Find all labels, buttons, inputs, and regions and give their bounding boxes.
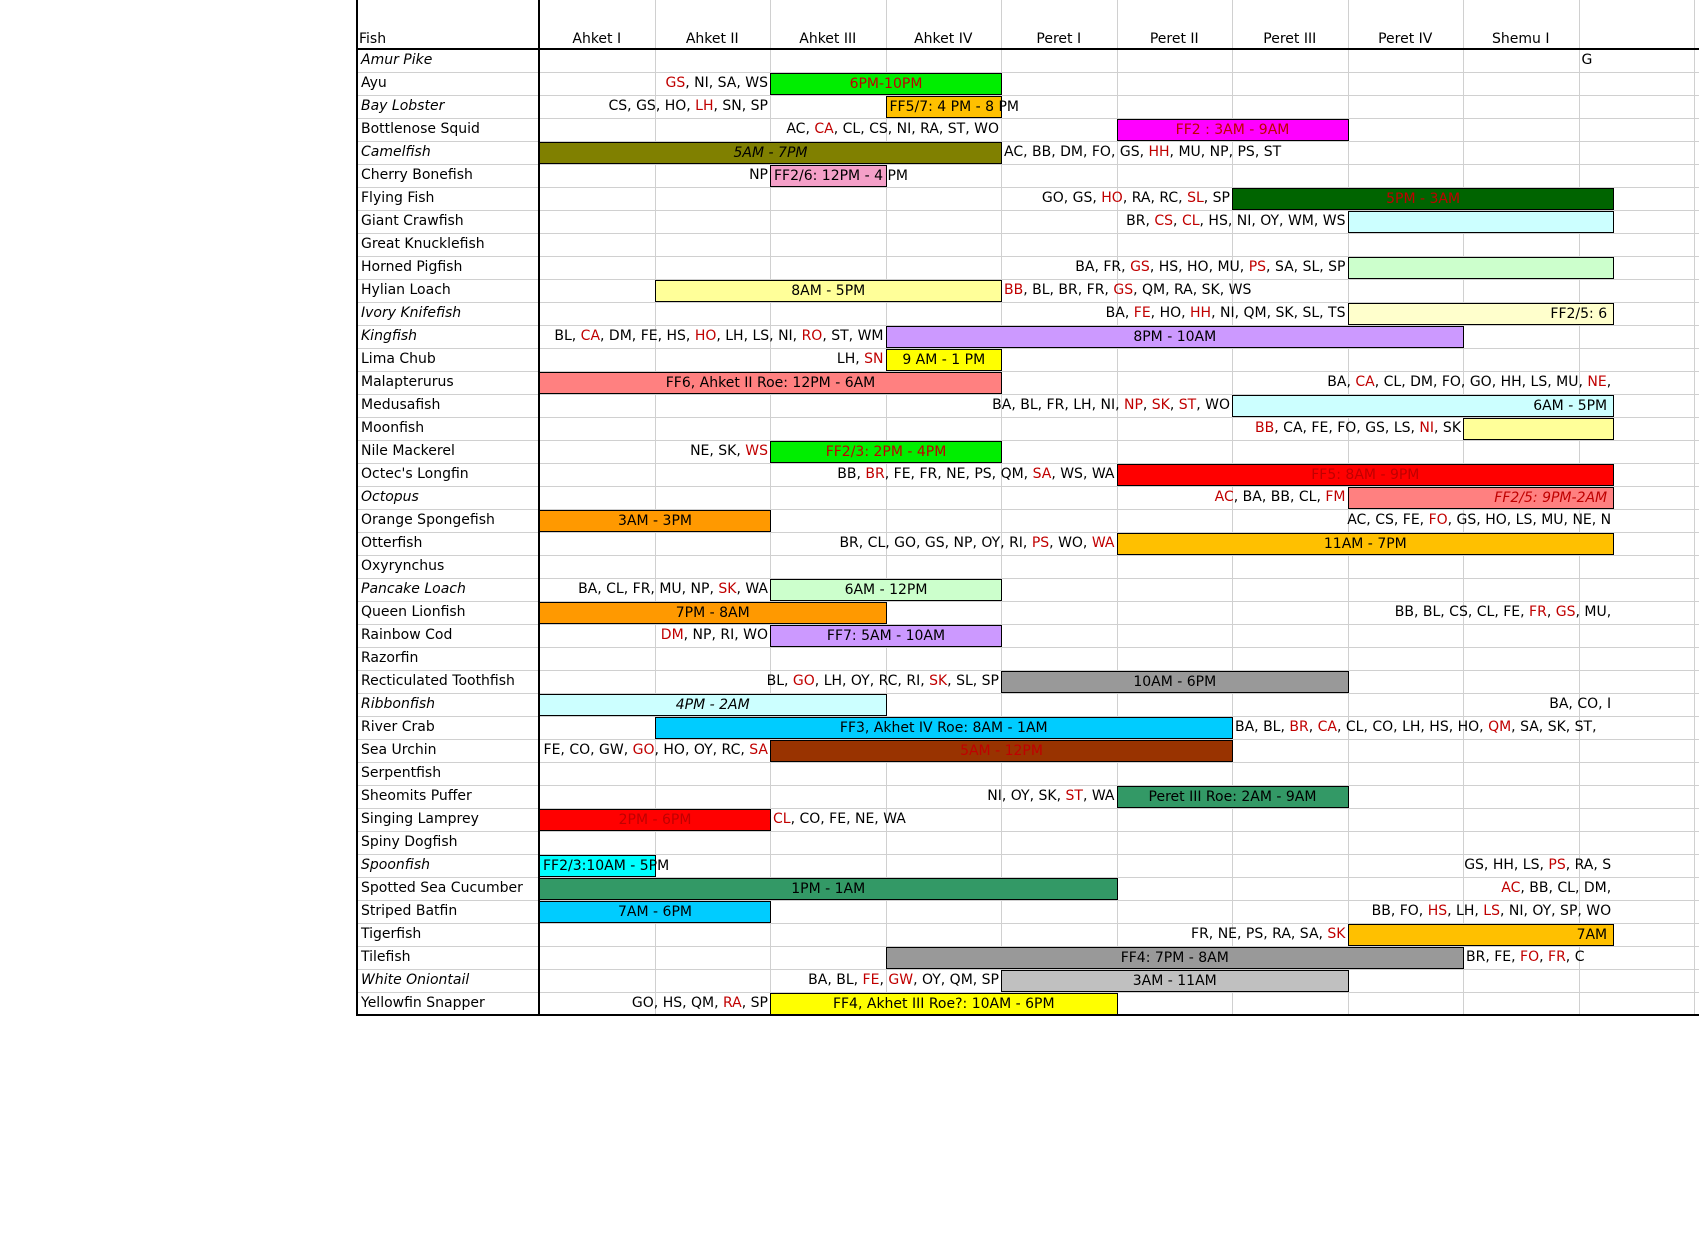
location-code: , WS, WA — [1051, 466, 1115, 482]
grid-hline — [357, 95, 1699, 96]
schedule-bar: FF2/5: 9PM-2AM — [1348, 487, 1615, 509]
location-codes — [609, 95, 768, 118]
grid-border — [356, 0, 358, 1016]
location-codes — [1126, 210, 1345, 233]
fish-name: Medusafish — [361, 397, 441, 413]
location-code-highlight: BR — [865, 466, 885, 482]
schedule-bar: FF2/5: 6 — [1348, 303, 1615, 325]
location-code: , SP — [741, 995, 768, 1011]
location-codes — [1106, 302, 1346, 325]
location-codes — [1191, 923, 1345, 946]
fish-name: Giant Crawfish — [361, 213, 464, 229]
location-code-highlight: HH — [1148, 144, 1170, 160]
location-code-highlight: ST — [1065, 788, 1083, 804]
grid-hline — [357, 233, 1699, 234]
location-code: , — [1173, 213, 1182, 229]
fish-name: White Oniontail — [361, 972, 470, 988]
schedule-bar — [1348, 211, 1615, 233]
location-code-highlight: FE — [1133, 305, 1151, 321]
grid-vline — [1694, 0, 1695, 1015]
location-code: , NI, SA, WS — [685, 75, 768, 91]
column-header-season: Peret I — [1036, 31, 1082, 47]
location-code: , — [879, 972, 889, 988]
location-code: , — [1606, 374, 1612, 390]
location-code: BB, FO, — [1371, 903, 1428, 919]
location-codes — [632, 992, 768, 1015]
location-codes — [1582, 49, 1593, 72]
location-code: BB, — [837, 466, 866, 482]
location-code-highlight: SK — [929, 673, 948, 689]
location-code: BA, CL, FR, MU, NP, — [578, 581, 719, 597]
location-code: NE, SK, — [690, 443, 746, 459]
location-code-highlight: HO — [1101, 190, 1123, 206]
location-code: GO, GS, — [1041, 190, 1102, 206]
grid-hline — [357, 72, 1699, 73]
schedule-bar: 2PM - 6PM — [539, 809, 771, 831]
schedule-bar: FF2/3:10AM - 5PM — [539, 855, 656, 877]
schedule-bar: 7PM - 8AM — [539, 602, 887, 624]
location-code-highlight: NI — [1419, 420, 1435, 436]
location-code: BR, FE, — [1466, 949, 1521, 965]
location-code: , SK — [1434, 420, 1461, 436]
fish-name: Spiny Dogfish — [361, 834, 458, 850]
schedule-bar: Peret III Roe: 2AM - 9AM — [1117, 786, 1349, 808]
fish-name: Spoonfish — [361, 857, 430, 873]
location-code-highlight: AC — [1501, 880, 1521, 896]
location-code-highlight: BB — [1004, 282, 1024, 298]
fish-name: River Crab — [361, 719, 435, 735]
location-code: , HS, HO, MU, — [1149, 259, 1249, 275]
location-codes — [808, 969, 999, 992]
location-code-highlight: NP — [1123, 397, 1143, 413]
fish-name: Amur Pike — [361, 52, 433, 68]
location-code-highlight: GS — [1130, 259, 1150, 275]
location-code: , RA, S — [1565, 857, 1612, 873]
location-code-highlight: SA — [1032, 466, 1052, 482]
location-code: BA, — [1327, 374, 1356, 390]
location-codes — [1235, 716, 1597, 739]
location-code-highlight: HO — [694, 328, 717, 344]
schedule-bar: 6PM-10PM — [770, 73, 1002, 95]
schedule-bar: FF2 : 3AM - 9AM — [1117, 119, 1349, 141]
grid-hline — [357, 164, 1699, 165]
fish-name: Ribbonfish — [361, 696, 436, 712]
location-code: GS, HH, LS, — [1464, 857, 1549, 873]
fish-name: Rainbow Cod — [361, 627, 453, 643]
fish-name: Sea Urchin — [361, 742, 437, 758]
schedule-bar: 4PM - 2AM — [539, 694, 887, 716]
location-code: , CL, CO, LH, HS, HO, — [1337, 719, 1489, 735]
location-codes — [1372, 900, 1612, 923]
location-codes — [1464, 854, 1611, 877]
location-codes — [1004, 279, 1251, 302]
location-codes — [1347, 509, 1611, 532]
column-header-season: Shemu I — [1492, 31, 1550, 47]
schedule-bar: 9 AM - 1 PM — [886, 349, 1003, 371]
location-code: , BB, CL, DM, — [1520, 880, 1612, 896]
location-codes — [1549, 693, 1611, 716]
fish-name: Queen Lionfish — [361, 604, 466, 620]
schedule-bar: 6AM - 5PM — [1232, 395, 1614, 417]
schedule-bar: 8PM - 10AM — [886, 326, 1465, 348]
location-code-highlight: PS — [1548, 857, 1566, 873]
location-code: BR, CL, GO, GS, NP, OY, RI, — [839, 535, 1032, 551]
location-code-highlight: GW — [888, 972, 914, 988]
schedule-bar: 5AM - 7PM — [539, 142, 1002, 164]
schedule-bar: 11AM - 7PM — [1117, 533, 1615, 555]
schedule-bar: FF2/3: 2PM - 4PM — [770, 441, 1002, 463]
location-code: , — [1142, 397, 1152, 413]
location-code: , NI, OY, SP, WO — [1499, 903, 1612, 919]
location-code-highlight: SL — [1187, 190, 1204, 206]
location-code-highlight: FR — [1548, 949, 1566, 965]
column-header-season: Ahket I — [572, 31, 622, 47]
location-code: , WO — [1196, 397, 1230, 413]
fish-name: Bay Lobster — [361, 98, 445, 114]
location-code-highlight: WS — [745, 443, 768, 459]
grid-hline — [357, 831, 1699, 832]
location-code: , — [1539, 949, 1549, 965]
fish-name: Cherry Bonefish — [361, 167, 473, 183]
schedule-bar: 8AM - 5PM — [655, 280, 1003, 302]
location-code: , C — [1565, 949, 1585, 965]
location-code: , OY, QM, SP — [913, 972, 999, 988]
fish-name: Flying Fish — [361, 190, 435, 206]
schedule-bar: FF4: 7PM - 8AM — [886, 947, 1465, 969]
location-code-highlight: GO — [632, 742, 655, 758]
location-code: , LH, OY, RC, RI, — [814, 673, 930, 689]
location-code: , WO, — [1049, 535, 1092, 551]
location-code: , SA, SK, ST, — [1511, 719, 1597, 735]
location-code-highlight: CA — [580, 328, 601, 344]
location-code: G — [1581, 52, 1593, 68]
location-codes — [1466, 946, 1584, 969]
location-code-highlight: CA — [1317, 719, 1337, 735]
location-codes — [1327, 371, 1611, 394]
fish-name: Razorfin — [361, 650, 419, 666]
location-code-highlight: NE — [1587, 374, 1607, 390]
fish-name: Horned Pigfish — [361, 259, 463, 275]
location-code-highlight: PS — [1248, 259, 1267, 275]
schedule-bar: FF5/7: 4 PM - 8 PM — [886, 96, 1003, 118]
location-code: , MU, NP, PS, ST — [1169, 144, 1282, 160]
schedule-bar: FF6, Ahket II Roe: 12PM - 6AM — [539, 372, 1002, 394]
location-code-highlight: LS — [1483, 903, 1500, 919]
fish-name: Tilefish — [361, 949, 411, 965]
fish-name: Malapterurus — [361, 374, 454, 390]
location-code: , NP, RI, WO — [683, 627, 768, 643]
location-codes — [661, 624, 768, 647]
location-code: CS, GS, HO, — [608, 98, 696, 114]
location-code: , SA, SL, SP — [1266, 259, 1346, 275]
grid-hline — [357, 762, 1699, 763]
location-codes — [1075, 256, 1345, 279]
fish-name: Ayu — [361, 75, 387, 91]
location-code: , QM, RA, SK, WS — [1133, 282, 1252, 298]
location-code-highlight: FO — [1428, 512, 1448, 528]
location-codes — [1004, 141, 1281, 164]
location-code: LH, — [836, 351, 865, 367]
location-code: FR, NE, PS, RA, SA, — [1191, 926, 1328, 942]
location-code: , SP — [1203, 190, 1230, 206]
fish-name: Spotted Sea Cucumber — [361, 880, 523, 896]
location-code: NI, OY, SK, — [987, 788, 1066, 804]
location-code-highlight: CA — [814, 121, 834, 137]
location-code: , LH, — [1447, 903, 1484, 919]
location-code: AC, CS, FE, — [1347, 512, 1429, 528]
location-codes — [767, 670, 999, 693]
column-header-season: Peret II — [1149, 31, 1199, 47]
location-code: , WA — [1082, 788, 1115, 804]
location-codes — [665, 72, 768, 95]
grid-hline — [357, 440, 1699, 441]
grid-hline — [357, 348, 1699, 349]
location-code: , GS, HO, LS, MU, NE, N — [1447, 512, 1612, 528]
fish-name: Yellowfin Snapper — [361, 995, 485, 1011]
grid-hline — [357, 578, 1699, 579]
column-header-fish: Fish — [359, 31, 387, 47]
fish-name: Lima Chub — [361, 351, 436, 367]
location-codes — [1501, 877, 1611, 900]
grid-hline — [357, 118, 1699, 119]
location-code: , CO, FE, NE, WA — [790, 811, 906, 827]
fish-name: Great Knucklefish — [361, 236, 485, 252]
schedule-bar — [1463, 418, 1614, 440]
location-codes — [837, 348, 884, 371]
fish-name: Hylian Loach — [361, 282, 451, 298]
fish-name: Camelfish — [361, 144, 431, 160]
location-code-highlight: CL — [1181, 213, 1200, 229]
location-code: BA, BL, FR, LH, NI, — [992, 397, 1124, 413]
location-code-highlight: HS — [1427, 903, 1448, 919]
schedule-bar: 1PM - 1AM — [539, 878, 1118, 900]
schedule-bar: 3AM - 3PM — [539, 510, 771, 532]
location-codes — [554, 325, 883, 348]
location-code: NP — [749, 167, 768, 183]
location-code-highlight: FM — [1325, 489, 1346, 505]
location-code: , CL, DM, FO, GO, HH, LS, MU, — [1374, 374, 1588, 390]
location-code-highlight: FE — [862, 972, 880, 988]
fish-name: Singing Lamprey — [361, 811, 479, 827]
grid-hline — [357, 647, 1699, 648]
location-code-highlight: AC — [1214, 489, 1234, 505]
location-code-highlight: SN — [864, 351, 884, 367]
location-code: BL, — [554, 328, 581, 344]
schedule-bar: FF2/6: 12PM - 4 PM — [770, 165, 887, 187]
location-code: , DM, FE, HS, — [600, 328, 695, 344]
location-code-highlight: HH — [1190, 305, 1212, 321]
location-code: , RA, RC, — [1122, 190, 1188, 206]
schedule-bar — [1348, 257, 1615, 279]
schedule-bar: FF7: 5AM - 10AM — [770, 625, 1002, 647]
location-code-highlight: CA — [1355, 374, 1375, 390]
schedule-bar: 5PM - 3AM — [1232, 188, 1614, 210]
location-codes — [1255, 417, 1461, 440]
location-code: , NI, QM, SK, SL, TS — [1211, 305, 1346, 321]
location-codes — [578, 578, 768, 601]
location-code: , — [1308, 719, 1318, 735]
column-header-season: Ahket IV — [914, 31, 973, 47]
schedule-bar: 6AM - 12PM — [770, 579, 1002, 601]
column-header-season: Ahket II — [685, 31, 739, 47]
location-code-highlight: SK — [1151, 397, 1170, 413]
location-codes — [1042, 187, 1230, 210]
column-header-season: Peret IV — [1378, 31, 1433, 47]
location-code: BR, — [1126, 213, 1155, 229]
location-code: BA, FR, — [1075, 259, 1131, 275]
location-code-highlight: GS — [665, 75, 686, 91]
location-code-highlight: BR — [1289, 719, 1309, 735]
location-code-highlight: CL — [773, 811, 791, 827]
location-code-highlight: QM — [1488, 719, 1512, 735]
location-code-highlight: LH — [695, 98, 714, 114]
location-code-highlight: FR — [1529, 604, 1547, 620]
location-code-highlight: GO — [792, 673, 815, 689]
location-code-highlight: RA — [723, 995, 742, 1011]
location-code: FE, CO, GW, — [543, 742, 633, 758]
schedule-bar: 5AM - 12PM — [770, 740, 1233, 762]
location-codes — [786, 118, 999, 141]
fish-name: Orange Spongefish — [361, 512, 495, 528]
schedule-bar: 10AM - 6PM — [1001, 671, 1349, 693]
location-code: , SN, SP — [713, 98, 768, 114]
location-code: , CL, CS, NI, RA, ST, WO — [833, 121, 999, 137]
fish-name: Sheomits Puffer — [361, 788, 472, 804]
location-codes — [544, 739, 768, 762]
location-code: , BA, BB, CL, — [1233, 489, 1326, 505]
fish-name: Bottlenose Squid — [361, 121, 480, 137]
location-codes — [839, 532, 1114, 555]
fish-name: Oxyrynchus — [361, 558, 445, 574]
fish-name: Otterfish — [361, 535, 423, 551]
location-code-highlight: SA — [749, 742, 768, 758]
location-code: , HS, NI, OY, WM, WS — [1199, 213, 1346, 229]
location-codes — [749, 164, 768, 187]
location-code: BA, — [1105, 305, 1134, 321]
fish-name: Octopus — [361, 489, 419, 505]
fish-name: Striped Batfin — [361, 903, 458, 919]
location-code-highlight: WA — [1091, 535, 1115, 551]
fish-name: Nile Mackerel — [361, 443, 455, 459]
location-code: AC, — [786, 121, 815, 137]
location-codes — [837, 463, 1114, 486]
location-code: AC, BB, DM, FO, GS, — [1004, 144, 1149, 160]
fish-name: Tigerfish — [361, 926, 422, 942]
location-codes — [690, 440, 768, 463]
location-code: , ST, WM — [822, 328, 884, 344]
location-code-highlight: RO — [801, 328, 823, 344]
schedule-bar: 7AM - 6PM — [539, 901, 771, 923]
fish-name: Octec's Longfin — [361, 466, 469, 482]
location-code-highlight: SK — [718, 581, 737, 597]
location-code: , — [1546, 604, 1556, 620]
location-code-highlight: PS — [1031, 535, 1050, 551]
location-code: , LH, LS, NI, — [716, 328, 802, 344]
location-codes — [1395, 601, 1611, 624]
location-code: , BL, BR, FR, — [1023, 282, 1114, 298]
location-code: , HO, OY, RC, — [654, 742, 750, 758]
location-code: , CA, FE, FO, GS, LS, — [1274, 420, 1420, 436]
schedule-bar: FF3, Akhet IV Roe: 8AM - 1AM — [655, 717, 1234, 739]
location-code-highlight: CS — [1154, 213, 1174, 229]
fish-name: Recticulated Toothfish — [361, 673, 515, 689]
grid-hline — [357, 624, 1699, 625]
schedule-bar: FF5: 8AM - 9PM — [1117, 464, 1615, 486]
location-code-highlight: FO — [1520, 949, 1540, 965]
location-code-highlight: ST — [1178, 397, 1197, 413]
fish-name: Kingfish — [361, 328, 418, 344]
fish-name: Ivory Knifefish — [361, 305, 462, 321]
location-code-highlight: BB — [1255, 420, 1275, 436]
location-codes — [773, 808, 906, 831]
schedule-bar: FF4, Akhet III Roe?: 10AM - 6PM — [770, 993, 1118, 1015]
location-code: BA, BL, — [1235, 719, 1290, 735]
location-code-highlight: GS — [1555, 604, 1576, 620]
location-code: , MU, — [1575, 604, 1612, 620]
location-code: , HO, — [1150, 305, 1191, 321]
column-header-season: Ahket III — [799, 31, 857, 47]
location-code: , SL, SP — [947, 673, 999, 689]
location-code-highlight: SK — [1327, 926, 1346, 942]
location-codes — [1215, 486, 1346, 509]
schedule-bar: 3AM - 11AM — [1001, 970, 1349, 992]
location-code: , WA — [736, 581, 768, 597]
location-code-highlight: GS — [1113, 282, 1134, 298]
location-code-highlight: DM — [660, 627, 684, 643]
fish-name: Pancake Loach — [361, 581, 466, 597]
location-code: , FE, FR, NE, PS, QM, — [884, 466, 1033, 482]
location-codes — [987, 785, 1114, 808]
location-code: BL, — [766, 673, 793, 689]
location-code: BA, BL, — [808, 972, 863, 988]
location-code: GO, HS, QM, — [631, 995, 724, 1011]
location-code: , — [1169, 397, 1179, 413]
fish-name: Moonfish — [361, 420, 425, 436]
grid-hline — [357, 555, 1699, 556]
location-code: BA, CO, I — [1549, 696, 1612, 712]
fish-name: Serpentfish — [361, 765, 442, 781]
location-code: BB, BL, CS, CL, FE, — [1394, 604, 1530, 620]
column-header-season: Peret III — [1263, 31, 1317, 47]
schedule-bar: 7AM — [1348, 924, 1615, 946]
location-codes — [992, 394, 1230, 417]
